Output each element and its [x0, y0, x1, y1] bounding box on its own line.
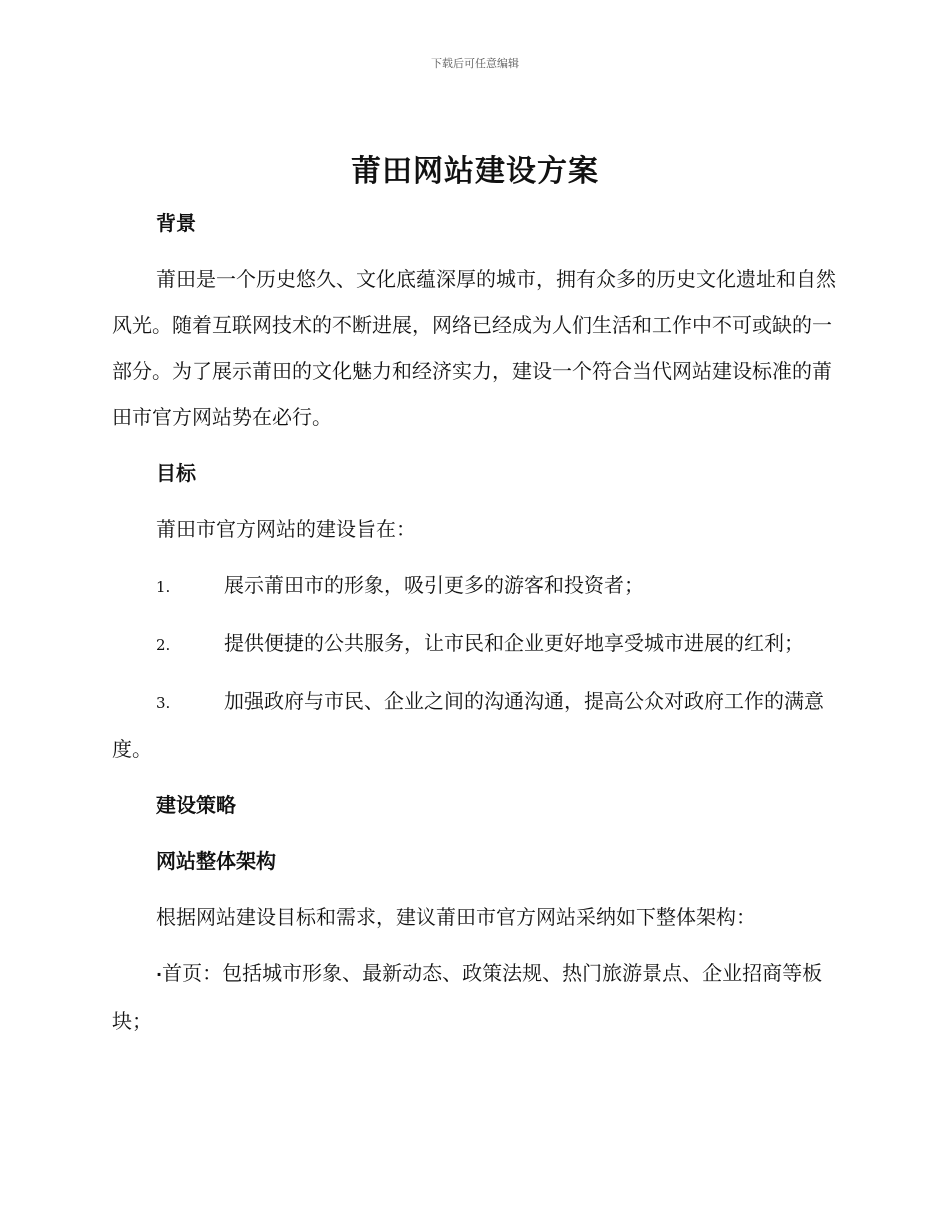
goal-intro: 莆田市官方网站的建设旨在： — [156, 517, 416, 541]
architecture-item-text: 首页：包括城市形象、最新动态、政策法规、热门旅游景点、企业招商等板块； — [112, 961, 823, 1033]
goal-item-text: 展示莆田市的形象，吸引更多的游客和投资者； — [224, 573, 644, 597]
section-heading-architecture: 网站整体架构 — [156, 849, 276, 873]
architecture-intro: 根据网站建设目标和需求，建议莆田市官方网站采纳如下整体架构： — [156, 905, 756, 929]
goal-item-text: 加强政府与市民、企业之间的沟通沟通，提高公众对政府工作的满意度。 — [112, 689, 824, 761]
goal-item-number: 2. — [156, 636, 171, 654]
page-title: 莆田网站建设方案 — [351, 154, 599, 189]
goal-item-3 — [112, 678, 840, 772]
document-body — [112, 200, 840, 1044]
goal-item-number: 1. — [156, 578, 171, 596]
goal-item-2 — [112, 620, 840, 668]
section-heading-strategy: 建设策略 — [156, 793, 236, 817]
section-heading-background: 背景 — [156, 211, 196, 235]
goal-item-text: 提供便捷的公共服务，让市民和企业更好地享受城市进展的红利； — [224, 631, 804, 655]
architecture-item-home — [112, 950, 840, 1044]
goal-item-1 — [112, 562, 840, 610]
bullet-icon: · — [156, 965, 163, 984]
section-heading-goal: 目标 — [156, 461, 196, 485]
goal-item-number: 3. — [156, 694, 171, 712]
header-note: 下载后可任意编辑 — [431, 57, 519, 70]
background-paragraph: 莆田是一个历史悠久、文化底蕴深厚的城市，拥有众多的历史文化遗址和自然风光。随着互联网技术的不断进展，网络已经成为人们生活和工作中不可或缺的一部分。为了展示莆田的文化魅力和经济实力，建设一个符合当代网站建设标准的莆田市官方网站势在必行。 — [112, 267, 836, 429]
